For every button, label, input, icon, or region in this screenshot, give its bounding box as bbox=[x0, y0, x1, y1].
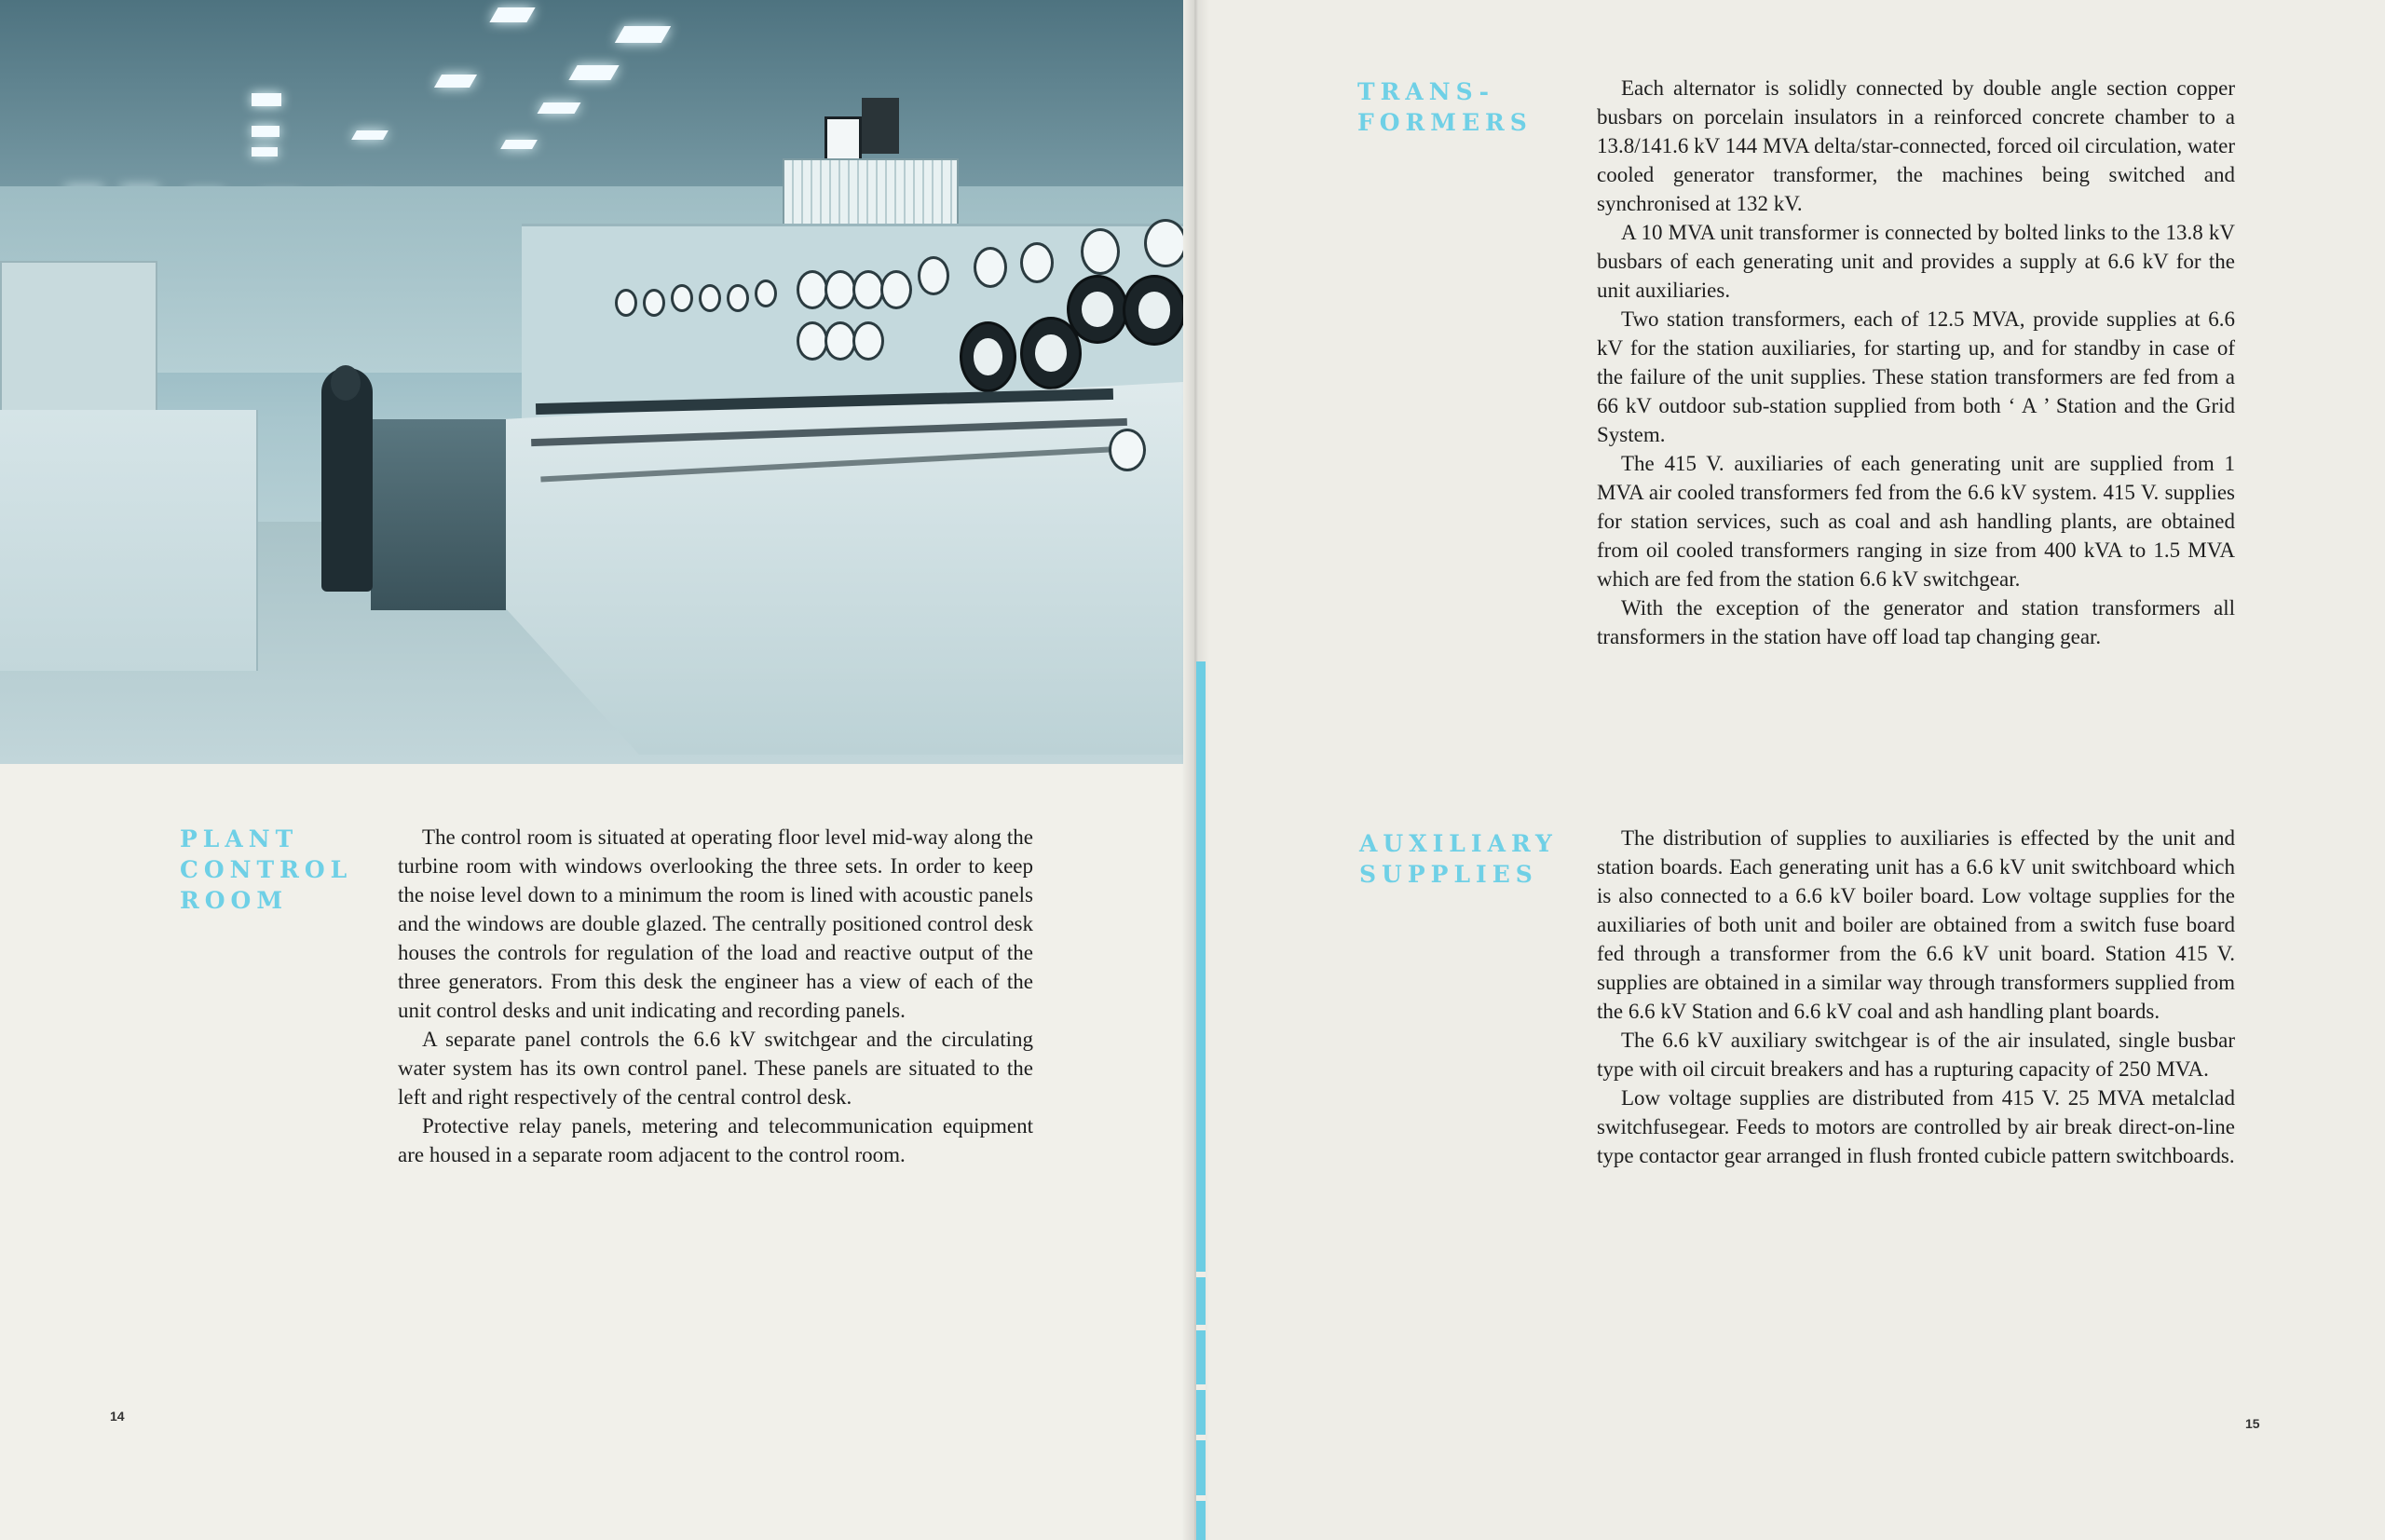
page-number-right: 15 bbox=[2245, 1416, 2260, 1431]
gauge bbox=[1144, 219, 1183, 267]
ceiling-light bbox=[615, 26, 671, 43]
page-number-left: 14 bbox=[110, 1409, 125, 1424]
plant-control-room-heading bbox=[180, 824, 352, 916]
ceiling-light bbox=[351, 130, 388, 140]
gauge bbox=[643, 289, 665, 317]
paragraph: Two station transformers, each of 12.5 MVA, provide supplies at 6.6 kV for the station auxiliaries, for starting up, and for standby in case of the failure of the unit supplies. These station transformers are fed from a 66 kV outdoor sub-station supplied from both ‘ A ’ Station and the Grid System. bbox=[1597, 307, 2235, 446]
paragraph: The 6.6 kV auxiliary switchgear is of the air insulated, single busbar type with oil circuit breakers and has a rupturing capacity of 250 MVA. bbox=[1597, 1029, 2235, 1081]
plant-control-room-text bbox=[398, 823, 1033, 1169]
ceiling-light bbox=[538, 102, 581, 114]
recorder-dial bbox=[960, 321, 1016, 392]
transformers-text bbox=[1597, 74, 2235, 651]
ceiling-light bbox=[252, 147, 278, 157]
strip-gap bbox=[1196, 1495, 1206, 1501]
gauge bbox=[974, 247, 1007, 288]
heading-line: AUXILIARY bbox=[1359, 830, 1558, 857]
recorder-dial bbox=[1123, 275, 1183, 346]
heading-line: TRANS- bbox=[1357, 78, 1494, 105]
ceiling-light bbox=[434, 75, 477, 88]
ceiling-light bbox=[252, 126, 279, 137]
engineer-figure bbox=[321, 368, 373, 592]
strip-gap bbox=[1196, 1435, 1206, 1440]
lectern-desk bbox=[371, 419, 506, 610]
strip-gap bbox=[1196, 1384, 1206, 1390]
gauge bbox=[797, 270, 828, 309]
gauge bbox=[825, 321, 856, 361]
right-page bbox=[1194, 0, 2385, 1540]
gauge bbox=[755, 279, 777, 307]
gauge bbox=[671, 284, 693, 312]
gauge bbox=[797, 321, 828, 361]
gauge bbox=[852, 321, 884, 361]
engineer-head bbox=[331, 365, 361, 401]
paragraph: Low voltage supplies are distributed from 415 V. 25 MVA metalclad switchfusegear. Feeds to motors are controlled by air break direct-on-line type contactor gear arranged in flush fronted cubicle pattern switchboards. bbox=[1597, 1086, 2235, 1167]
paragraph: The control room is situated at operating floor level mid-way along the turbine room with windows overlooking the three sets. In order to keep the noise level down to a minimum the room is lined with acoustic panels and the windows are double glazed. The centrally positioned control desk houses the controls for regulation of the load and reactive output of the three generators. From this desk the engineer has a view of each of the unit control desks and unit indicating and recording panels. bbox=[398, 825, 1033, 1022]
gauge bbox=[825, 270, 856, 309]
control-room-photo bbox=[0, 0, 1183, 764]
paragraph: A 10 MVA unit transformer is connected by bolted links to the 13.8 kV busbars of each generating unit and provides a supply at 6.6 kV for the unit auxiliaries. bbox=[1597, 221, 2235, 302]
heading-line: ROOM bbox=[180, 887, 289, 914]
heading-line: PLANT bbox=[180, 825, 299, 852]
gauge bbox=[1020, 242, 1054, 283]
gauge bbox=[727, 284, 749, 312]
left-console bbox=[0, 410, 258, 671]
gauge bbox=[880, 270, 912, 309]
gauge bbox=[918, 256, 949, 295]
gauge bbox=[615, 289, 637, 317]
paragraph: The distribution of supplies to auxiliaries is effected by the unit and station boards. Each generating unit has a 6.6 kV unit switchboard which is also connected to a 6.6 kV boiler board. Low voltage supplies for the auxiliaries of both unit and boiler are obtained from a switch fuse board fed through a transformer from the 6.6 kV unit board. Station 415 V. supplies are obtained in a similar way through transformers supplied from the 6.6 kV Station and 6.6 kV coal and ash handling plant boards. bbox=[1597, 826, 2235, 1023]
transformers-heading bbox=[1357, 76, 1533, 138]
paragraph: A separate panel controls the 6.6 kV switchgear and the circulating water system has its own control panel. These panels are situated to the left and right respectively of the central control desk. bbox=[398, 1028, 1033, 1109]
paragraph: The 415 V. auxiliaries of each generating unit are supplied from 1 MVA air cooled transformers fed from the 6.6 kV system. 415 V. supplies for station services, such as coal and ash handling plants, are obtained from oil cooled transformers ranging in size from 400 kVA to 1.5 MVA which are fed from the station 6.6 kV switchgear. bbox=[1597, 452, 2235, 591]
gauge bbox=[699, 284, 721, 312]
blue-spine-strip bbox=[1196, 661, 1206, 1540]
gauge bbox=[1081, 228, 1120, 275]
heading-line: FORMERS bbox=[1357, 109, 1533, 136]
paragraph: With the exception of the generator and station transformers all transformers in the station have off load tap changing gear. bbox=[1597, 596, 2235, 648]
paragraph: Protective relay panels, metering and telecommunication equipment are housed in a separate room adjacent to the control room. bbox=[398, 1114, 1033, 1166]
wall-box bbox=[862, 98, 899, 154]
ceiling-light bbox=[568, 65, 619, 80]
ceiling-light bbox=[252, 93, 281, 106]
auxiliary-supplies-text bbox=[1597, 824, 2235, 1170]
paragraph: Each alternator is solidly connected by double angle section copper busbars on porcelain insulators in a reinforced concrete chamber to a 13.8/141.6 kV 144 MVA delta/star-connected, forced oil circulation, water cooled generator transformer, the machines being switched and synchronised at 132 kV. bbox=[1597, 76, 2235, 215]
strip-gap bbox=[1196, 1325, 1206, 1330]
heading-line: CONTROL bbox=[180, 856, 353, 883]
strip-gap bbox=[1196, 1272, 1206, 1277]
recorder-dial bbox=[1067, 275, 1128, 344]
desk-gauge bbox=[1109, 429, 1146, 471]
ceiling-light bbox=[500, 140, 538, 149]
auxiliary-supplies-heading bbox=[1359, 828, 1558, 890]
gauge bbox=[852, 270, 884, 309]
heading-line: SUPPLIES bbox=[1359, 861, 1538, 888]
